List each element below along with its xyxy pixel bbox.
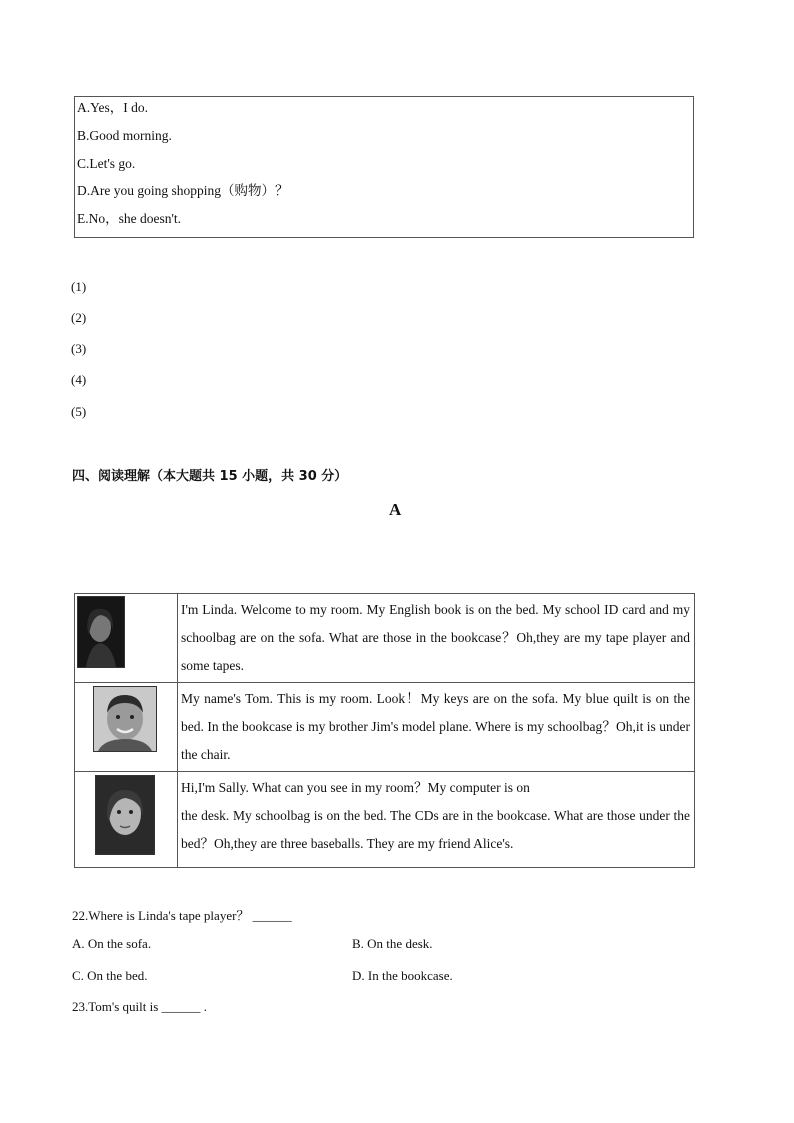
reading-table bbox=[74, 593, 695, 868]
blank-1: (1) bbox=[71, 279, 87, 294]
question-22 bbox=[72, 905, 292, 924]
photo-cell bbox=[75, 594, 178, 683]
option-d: D.Are you going shopping（购物）？ bbox=[77, 183, 289, 198]
passage-text-sally bbox=[178, 772, 695, 868]
passage-letter: A bbox=[389, 500, 402, 519]
passage-text-sally-line1: Hi,I'm Sally. What can you see in my room？My computer is on bbox=[181, 780, 530, 795]
girl-portrait-photo bbox=[95, 775, 155, 855]
option-b: B.Good morning. bbox=[77, 128, 172, 143]
choice-d: D. In the bookcase. bbox=[352, 968, 453, 983]
photo-cell bbox=[75, 683, 178, 772]
passage-row-linda bbox=[75, 594, 695, 683]
choice-c: C. On the bed. bbox=[72, 968, 148, 983]
passage-text-sally-rest: the desk. My schoolbag is on the bed. The CDs are in the bookcase. What are those under the bed？Oh,they are three baseballs. They are my friend Alice's. bbox=[181, 808, 690, 851]
question-23 bbox=[72, 999, 207, 1015]
option-a: A.Yes，I do. bbox=[77, 100, 149, 115]
boy-portrait-photo bbox=[93, 686, 157, 752]
option-e: E.No，she doesn't. bbox=[77, 211, 182, 226]
passage-row-sally bbox=[75, 772, 695, 868]
options-box bbox=[74, 96, 694, 238]
choice-a: A. On the sofa. bbox=[72, 936, 152, 951]
photo-cell bbox=[75, 772, 178, 868]
passage-row-tom bbox=[75, 683, 695, 772]
blank-4: (4) bbox=[71, 372, 87, 387]
choice-b: B. On the desk. bbox=[352, 936, 433, 951]
question-number: 22. bbox=[72, 908, 89, 923]
section-title: 四、阅读理解（本大题共 15 小题，共 30 分） bbox=[72, 469, 348, 484]
question-text: Where is Linda's tape player？ ______ bbox=[88, 908, 292, 923]
blank-3: (3) bbox=[71, 341, 87, 356]
passage-text-linda: I'm Linda. Welcome to my room. My English book is on the bed. My school ID card and my schoolbag are on the sofa. What are those in the bookcase？Oh,they are my tape player and some tapes. bbox=[178, 594, 695, 683]
question-text: Tom's quilt is ______ . bbox=[88, 999, 208, 1014]
blank-2: (2) bbox=[71, 310, 87, 325]
girl-portrait-photo bbox=[77, 596, 125, 668]
blank-5: (5) bbox=[71, 404, 87, 419]
passage-text-tom: My name's Tom. This is my room. Look！My keys are on the sofa. My blue quilt is on the bed. In the bookcase is my brother Jim's model plane. Where is my schoolbag？Oh,it is under the chair. bbox=[178, 683, 695, 772]
question-number: 23. bbox=[72, 999, 89, 1014]
option-c: C.Let's go. bbox=[77, 156, 136, 171]
